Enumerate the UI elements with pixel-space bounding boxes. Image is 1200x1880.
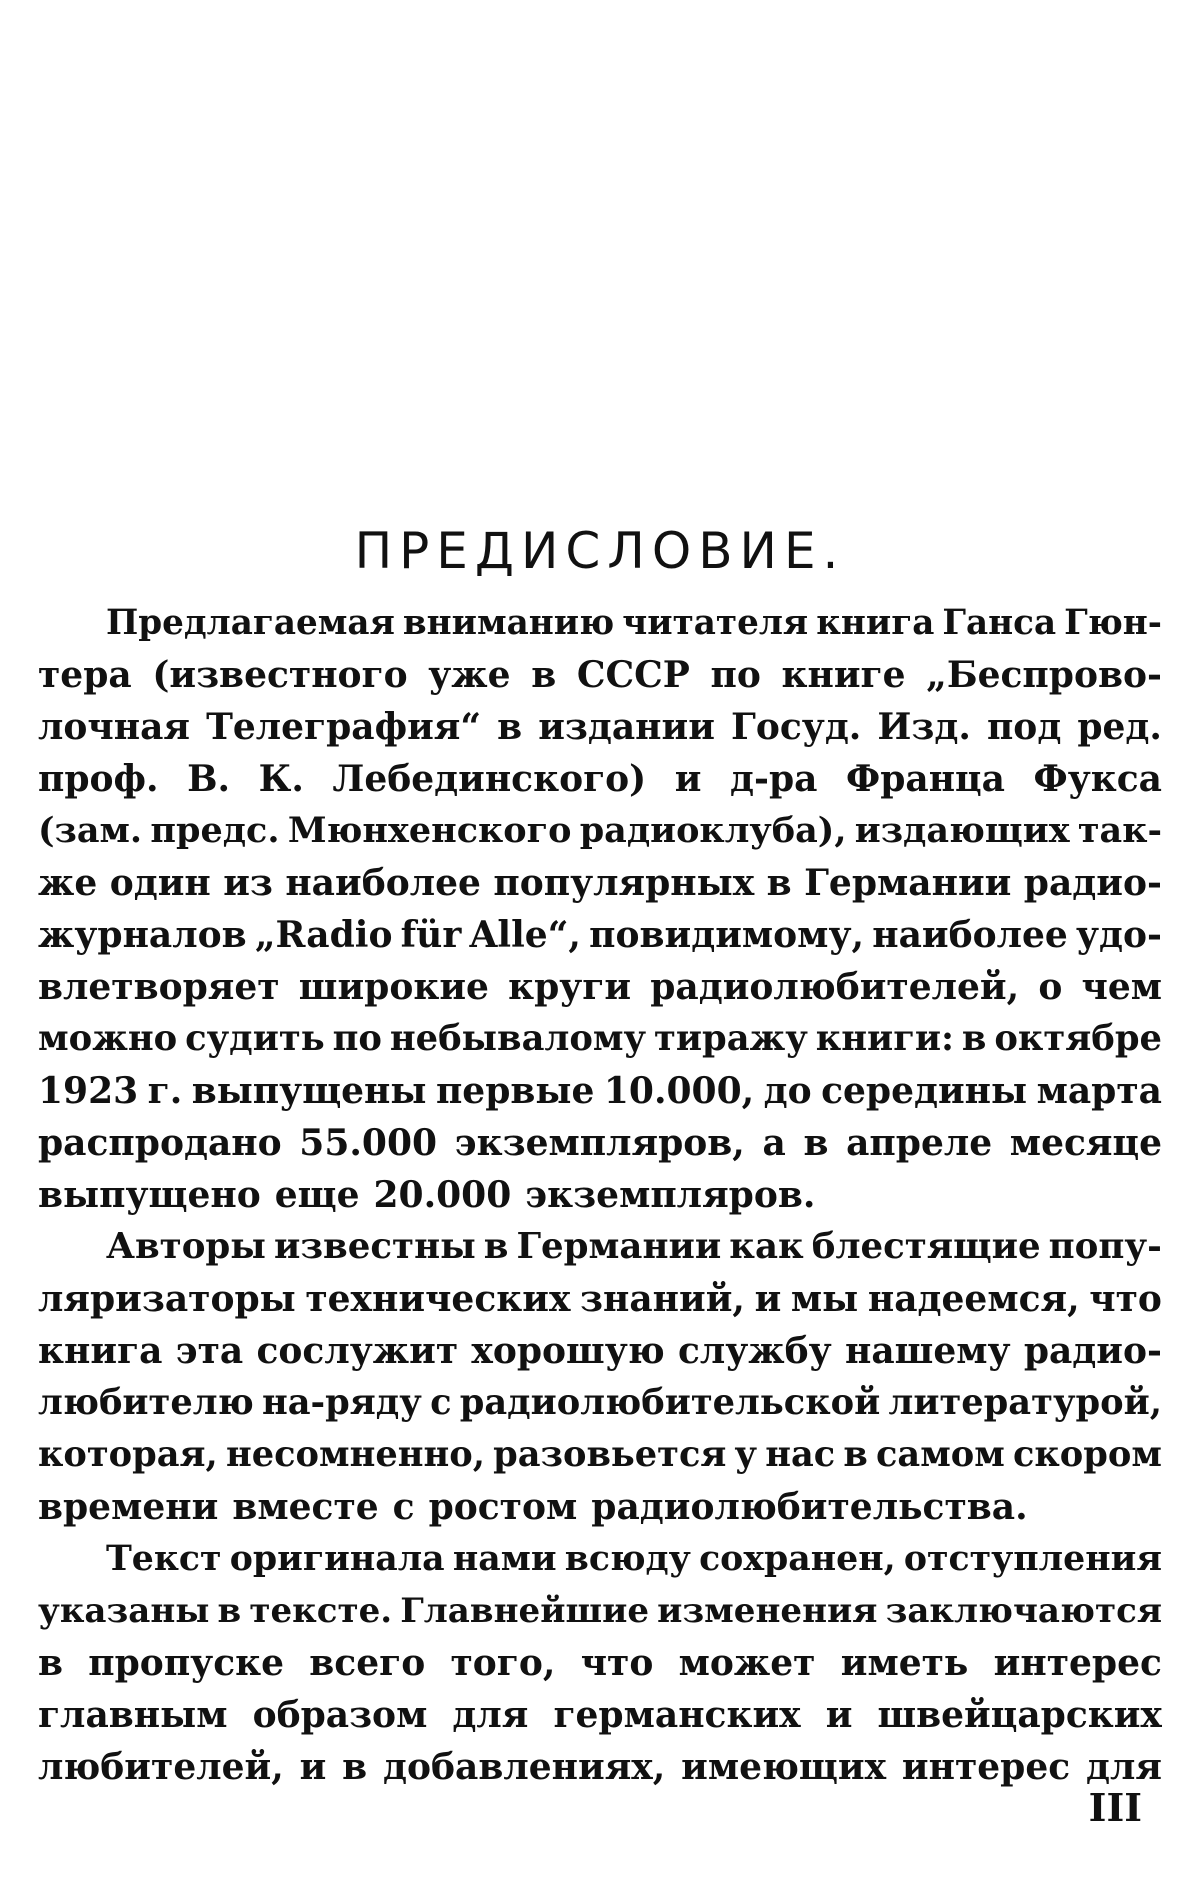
text-line [38,597,1162,649]
word: можно [38,1018,178,1059]
word: и [754,1278,782,1320]
word: хорошую [471,1330,665,1372]
word: повидимому, [589,914,865,956]
word: Изд. [877,706,971,748]
text-line [38,1013,1162,1065]
word: книге [781,654,906,696]
word: скором [1012,1434,1162,1475]
word: книга [38,1330,163,1372]
word: книги: [815,1018,955,1059]
word: германских [553,1694,801,1736]
word: заключаются [885,1591,1162,1631]
word: в [217,1591,242,1631]
word: имеющих [681,1746,887,1788]
word: Ганса [942,603,1057,643]
word: вниманию [402,603,615,643]
word: (известного [152,654,408,696]
word: радио- [1023,1330,1162,1372]
word: К. [258,758,304,800]
word: наиболее [872,914,1068,956]
paragraph-1 [38,597,1162,1221]
word: и [825,1694,853,1736]
word: 20.000 [373,1174,512,1216]
word: Германии [516,1226,722,1267]
word: апреле [846,1122,993,1164]
word: журналов [38,914,247,956]
word: в [38,1642,64,1684]
word: радиолюбительской [459,1382,881,1423]
word: сослужит [256,1330,459,1372]
word: иметь [840,1642,969,1684]
word: проф. [38,758,159,800]
word: с [430,1382,452,1423]
word: изменения [657,1591,878,1631]
word: любителю [38,1382,254,1423]
word: сохранен, [699,1538,896,1579]
word: службу [677,1330,832,1372]
page-title: ПРЕДИСЛОВИЕ. [354,521,846,580]
text-line [38,1377,1162,1429]
word: под [986,706,1062,748]
word: нами [452,1538,557,1579]
word: г. [147,1070,183,1112]
word: 55.000 [299,1122,438,1164]
word: интерес [993,1642,1162,1684]
word: выпущены [191,1070,427,1112]
word: самом [875,1434,1005,1475]
word: мы [790,1278,859,1320]
word: а [762,1122,786,1164]
word: отступления [903,1538,1162,1579]
word: ред. [1077,706,1162,748]
word: судить [185,1018,325,1059]
word: из [223,862,273,904]
word: добавлениях, [383,1746,666,1788]
word: о [1038,966,1063,1008]
word: издании [538,706,715,748]
word: швейцарских [877,1694,1162,1736]
text-line [38,753,1162,805]
word: у [734,1434,758,1475]
word: 1923 [38,1070,139,1112]
word: Alle“, [469,914,581,956]
word: в [766,862,792,904]
word: нашему [844,1330,1011,1372]
word: в [961,1018,987,1059]
word: уже [428,654,511,696]
word: в [342,1746,368,1788]
word: тексте. [249,1591,393,1631]
text-line [38,1273,1162,1325]
text-line [38,805,1162,857]
word: радиоклуба), [579,810,847,851]
word: еще [274,1174,360,1216]
text-line [38,1117,1162,1169]
word: известны [273,1226,476,1267]
word: середины [821,1070,1028,1112]
text-line [38,961,1162,1013]
text-line [38,1169,1162,1221]
word: нас [765,1434,836,1475]
word: für [400,914,462,956]
word: в [843,1434,868,1475]
word: в [803,1122,829,1164]
text-line [38,1637,1162,1689]
word: главным [38,1694,228,1736]
word: Лебединского) [332,758,647,800]
word: радио- [1023,862,1162,904]
word: попу- [1048,1226,1162,1267]
paragraph-2 [38,1221,1162,1533]
word: же [38,862,98,904]
word: радиолюбителей, [650,966,1020,1008]
word: Авторы [106,1226,266,1267]
word: в [497,706,523,748]
word: выпущено [38,1174,261,1216]
word: Главнейшие [400,1591,650,1631]
word: литературой, [888,1382,1162,1423]
word: книга [816,603,935,643]
word: которая, [38,1434,218,1475]
word: влетворяет [38,966,280,1008]
word: для [452,1694,529,1736]
word: для [1086,1746,1162,1788]
word: интерес [901,1746,1071,1788]
word: Гюн- [1064,603,1162,643]
word: издающих [854,810,1070,851]
text-line [38,701,1162,753]
word: д-ра [730,758,818,800]
word: наиболее [285,862,481,904]
text-line [38,909,1162,961]
text-line [38,1325,1162,1377]
word: всюду [564,1538,691,1579]
text-line [38,1481,1162,1533]
word: надеемся, [867,1278,1080,1320]
paragraph-3 [38,1533,1162,1793]
word: экземпляров. [525,1174,816,1216]
body-text [38,597,1162,1793]
word: что [1089,1278,1162,1320]
word: „Radio [254,914,393,956]
word: времени [38,1486,219,1528]
word: ляризаторы [38,1278,296,1320]
word: с [392,1486,415,1528]
word: на-ряду [261,1382,422,1423]
word: октябре [994,1018,1162,1059]
word: широкие [298,966,489,1008]
word: до [763,1070,812,1112]
word: чем [1081,966,1162,1008]
word: предс. [150,810,280,851]
word: Фукса [1033,758,1162,800]
word: Текст [106,1538,222,1579]
word: всего [309,1642,426,1684]
word: эта [175,1330,244,1372]
word: разовьется [493,1434,727,1475]
text-line [38,1741,1162,1793]
word: Франца [846,758,1005,800]
word: и [674,758,702,800]
word: что [580,1642,654,1684]
word: небывалому [389,1018,647,1059]
page-number: III [1088,1785,1142,1830]
word: читателя [622,603,809,643]
word: по [710,654,761,696]
word: (зам. [38,810,143,851]
word: так- [1077,810,1162,851]
word: Госуд. [730,706,862,748]
word: может [678,1642,816,1684]
word: радиолюбительства. [591,1486,1028,1528]
text-line [38,1429,1162,1481]
word: СССР [576,654,690,696]
word: вместе [232,1486,379,1528]
word: любителей, [38,1746,284,1788]
word: технических [305,1278,571,1320]
word: по [332,1018,382,1059]
text-line [38,1585,1162,1637]
word: указаны [38,1591,210,1631]
word: тиражу [654,1018,808,1059]
word: Телеграфия“ [206,706,482,748]
word: один [109,862,211,904]
word: круги [508,966,632,1008]
word: Мюнхенского [287,810,572,851]
word: экземпляров, [454,1122,745,1164]
word: блестящие [811,1226,1041,1267]
word: пропуске [88,1642,285,1684]
word: лочная [38,706,191,748]
text-line [38,649,1162,701]
text-line [38,1533,1162,1585]
word: несомненно, [225,1434,485,1475]
word: и [299,1746,327,1788]
word: образом [252,1694,428,1736]
word: марта [1036,1070,1162,1112]
word: распродано [38,1122,282,1164]
word: оригинала [229,1538,445,1579]
word: тера [38,654,132,696]
word: в [483,1226,509,1267]
word: Предлагаемая [106,603,395,643]
word: в [531,654,557,696]
word: 10.000, [603,1070,755,1112]
word: того, [450,1642,556,1684]
word: месяце [1009,1122,1162,1164]
word: „Беспрово- [926,654,1162,696]
word: первые [435,1070,595,1112]
word: знаний, [580,1278,745,1320]
word: В. [187,758,231,800]
word: популярных [493,862,755,904]
text-line [38,857,1162,909]
word: Германии [804,862,1012,904]
word: как [729,1226,804,1267]
word: ростом [428,1486,578,1528]
text-line [38,1065,1162,1117]
text-line [38,1221,1162,1273]
text-line [38,1689,1162,1741]
word: удо- [1076,914,1162,956]
